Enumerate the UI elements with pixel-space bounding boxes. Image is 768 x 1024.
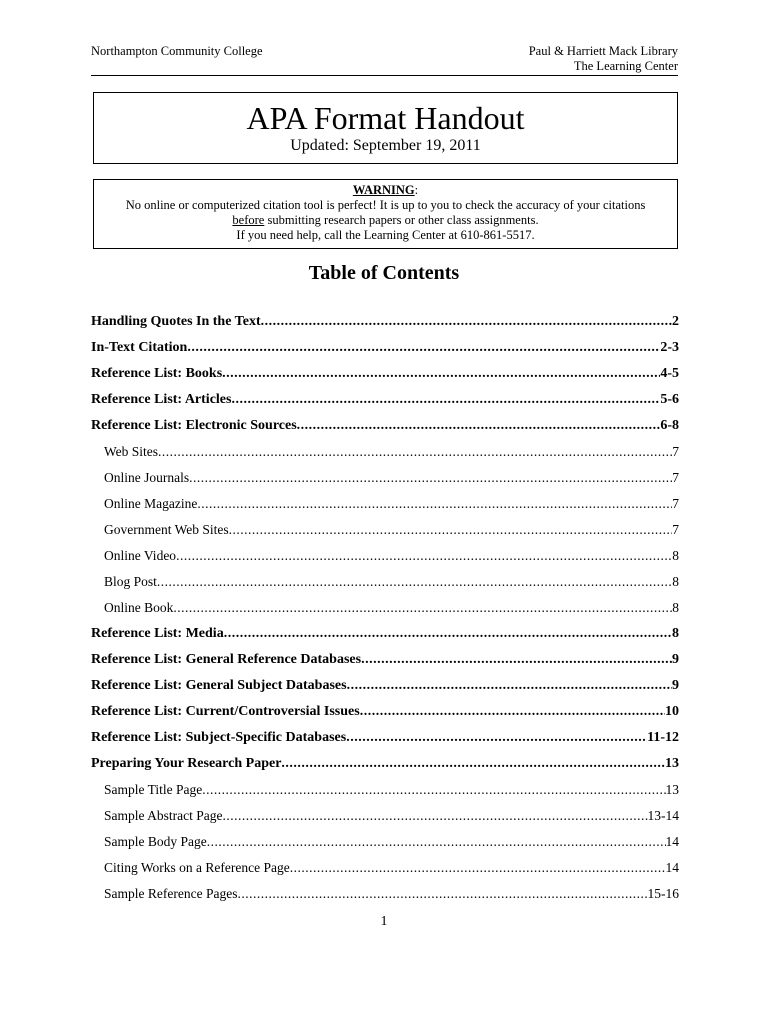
toc-entry-label: Online Book	[104, 600, 174, 615]
toc-entry-page: 13-14	[647, 808, 679, 823]
toc-entry-label: Reference List: Articles	[91, 392, 232, 407]
toc-entry[interactable]	[91, 408, 679, 434]
toc-leader	[297, 418, 661, 434]
toc-leader	[261, 314, 672, 330]
toc-entry-label: Preparing Your Research Paper	[91, 756, 282, 771]
toc-entry-page: 14	[665, 834, 679, 849]
toc-entry-page: 7	[672, 496, 679, 511]
toc-leader	[290, 860, 666, 876]
toc-entry-label: Reference List: Subject-Specific Databases	[91, 730, 347, 745]
toc-subentry[interactable]	[91, 434, 679, 460]
toc-entry-page: 8	[672, 600, 679, 615]
toc-leader	[360, 704, 665, 720]
toc-entry-label: Sample Title Page	[104, 782, 203, 797]
toc-entry-page: 6-8	[660, 418, 679, 433]
toc-subentry[interactable]	[91, 798, 679, 824]
toc-entry-page: 13	[665, 756, 679, 771]
warning-line-1: No online or computerized citation tool is perfect! It is up to you to check the accuracy of your citations	[125, 198, 646, 212]
toc-subentry[interactable]	[91, 876, 679, 902]
header-center-name: The Learning Center	[573, 59, 678, 73]
document-updated-date: Updated: September 19, 2011	[290, 137, 481, 154]
toc-entry-page: 10	[665, 704, 679, 719]
toc-subentry[interactable]	[91, 850, 679, 876]
toc-leader	[222, 808, 647, 824]
toc-entry-label: Online Video	[104, 548, 177, 563]
toc-entry[interactable]	[91, 356, 679, 382]
toc-entry-page: 8	[672, 626, 679, 641]
toc-leader	[187, 340, 660, 356]
toc-entry-page: 2-3	[660, 340, 679, 355]
toc-entry-page: 14	[665, 860, 679, 875]
header-library-name: Paul & Harriett Mack Library	[528, 44, 678, 58]
toc-entry-label: Government Web Sites	[104, 522, 229, 537]
toc-entry-label: Sample Reference Pages	[104, 886, 238, 901]
toc-subentry[interactable]	[91, 538, 679, 564]
toc-entry-page: 13	[665, 782, 679, 797]
toc-leader	[157, 574, 672, 590]
header-rule	[91, 75, 678, 76]
toc-subentry[interactable]	[91, 772, 679, 798]
warning-colon: :	[414, 183, 419, 197]
toc-entry[interactable]	[91, 616, 679, 642]
toc-leader	[176, 548, 672, 564]
warning-box	[93, 179, 678, 249]
toc-entry-label: In-Text Citation	[91, 340, 188, 355]
toc-entry-label: Reference List: Books	[91, 366, 223, 381]
toc-leader	[361, 652, 672, 668]
toc-entry-page: 9	[672, 678, 679, 693]
toc-subentry[interactable]	[91, 486, 679, 512]
toc-entry-label: Sample Abstract Page	[104, 808, 223, 823]
toc-entry[interactable]	[91, 330, 679, 356]
toc-entry-label: Handling Quotes In the Text	[91, 314, 261, 329]
toc-subentry[interactable]	[91, 590, 679, 616]
toc-heading: Table of Contents	[308, 262, 460, 284]
toc-entry[interactable]	[91, 694, 679, 720]
toc-entry-label: Reference List: Electronic Sources	[91, 418, 297, 433]
toc-entry[interactable]	[91, 720, 679, 746]
toc-entry-label: Reference List: General Reference Databases	[91, 652, 362, 667]
toc-entry[interactable]	[91, 304, 679, 330]
toc-leader	[197, 496, 672, 512]
toc-entry-label: Citing Works on a Reference Page	[104, 860, 290, 875]
toc-entry-page: 4-5	[660, 366, 679, 381]
toc-leader	[281, 756, 665, 772]
toc-entry-page: 7	[672, 444, 679, 459]
header-institution: Northampton Community College	[91, 44, 263, 58]
toc-entry[interactable]	[91, 746, 679, 772]
header-library	[529, 44, 678, 74]
toc-entry-label: Reference List: Current/Controversial Issues	[91, 704, 360, 719]
warning-label-line	[94, 183, 677, 198]
toc-entry-page: 7	[672, 522, 679, 537]
toc-entry-page: 5-6	[660, 392, 679, 407]
table-of-contents	[91, 304, 679, 902]
title-box	[93, 92, 678, 164]
toc-leader	[224, 626, 672, 642]
toc-entry-page: 8	[672, 574, 679, 589]
warning-line-2	[94, 213, 677, 228]
toc-entry[interactable]	[91, 668, 679, 694]
toc-entry-label: Online Journals	[104, 470, 190, 485]
document-title: APA Format Handout	[246, 100, 525, 136]
toc-leader	[207, 834, 666, 850]
toc-entry-page: 9	[672, 652, 679, 667]
toc-leader	[202, 782, 665, 798]
toc-leader	[237, 886, 647, 902]
toc-subentry[interactable]	[91, 564, 679, 590]
toc-entry-page: 8	[672, 548, 679, 563]
warning-emphasis: before	[232, 213, 265, 227]
toc-leader	[229, 522, 673, 538]
toc-subentry[interactable]	[91, 824, 679, 850]
toc-leader	[173, 600, 672, 616]
toc-entry-label: Reference List: General Subject Databases	[91, 678, 347, 693]
toc-subentry[interactable]	[91, 460, 679, 486]
toc-entry-label: Sample Body Page	[104, 834, 207, 849]
toc-entry[interactable]	[91, 382, 679, 408]
toc-leader	[189, 470, 672, 486]
toc-subentry[interactable]	[91, 512, 679, 538]
warning-line-3: If you need help, call the Learning Center at 610-861-5517.	[236, 228, 535, 242]
warning-label: WARNING	[352, 183, 415, 197]
toc-entry-page: 11-12	[647, 730, 679, 745]
toc-entry[interactable]	[91, 642, 679, 668]
toc-leader	[222, 366, 660, 382]
page-number: 1	[380, 914, 388, 929]
toc-entry-page: 2	[672, 314, 679, 329]
toc-entry-label: Web Sites	[104, 444, 159, 459]
warning-line-2-rest: submitting research papers or other class assignments.	[264, 213, 539, 227]
toc-entry-page: 15-16	[647, 886, 679, 901]
toc-entry-label: Online Magazine	[104, 496, 198, 511]
toc-entry-page: 7	[672, 470, 679, 485]
toc-leader	[158, 444, 672, 460]
toc-leader	[231, 392, 660, 408]
toc-entry-label: Reference List: Media	[91, 626, 224, 641]
toc-entry-label: Blog Post	[104, 574, 157, 589]
toc-leader	[346, 730, 647, 746]
toc-leader	[347, 678, 672, 694]
